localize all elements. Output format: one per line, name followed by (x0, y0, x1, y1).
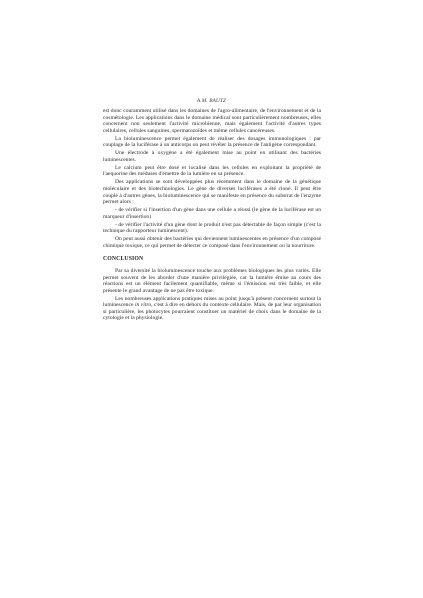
body-text (103, 108, 321, 323)
section-heading: CONCLUSION (103, 256, 144, 263)
paragraph: est donc couramment utilisé dans les domaines de l'agro-alimentaire, de l'environnement et de la cosmétologie. Les applications dans le domaine médical sont particulièrement nombreuses, elles concernent non seulement l'activité microbienne, mais également l'activité d'autres types cellulaires, cellules sanguines, spermatozoïdes et même cellules cancéreuses. (103, 108, 321, 134)
list-item: - de vérifier si l'insertion d'un gène dans une cellule a réussi (le gène de la luciférase est un marqueur d'insertion) (103, 207, 321, 220)
text-run: Les nombreuses applications pratiques mises au point jusqu'à présent concernent surtout la luminescence (103, 295, 321, 309)
text-run: , c'est à dire en dehors du contexte cellulaire. Mais, de par leur organisation si particulière, les photocytes pourraient constituer un matériel de choix dans le domaine de la cytologie et la physiologie. (103, 302, 321, 322)
list-item: - de vérifier l'activité d'un gène dont le produit n'est pas détectable de façon simple (c'est la technique du rapporteur luminescent). (103, 221, 321, 235)
running-header: A.M. BAUTZ (196, 98, 227, 104)
italic-term: in vitro (134, 302, 152, 309)
paragraph: La bioluminescence permet également de réaliser des dosages immunologiques : par couplage de la luciférase à un anticorps on peut révéler la présence de l'antigène correspondant. (103, 135, 321, 149)
paragraph (103, 296, 321, 322)
paragraph: Par sa diversité la bioluminescence touche aux problèmes biologiques les plus variés. Elle permet souvent de les aborder d'une manière privilégiée, car la lumière émise au cours des réactions est un élément facilement quantifiable, même si l'émission est très faible, et elle présente le grand avantage de ne pas être toxique. (103, 267, 321, 294)
paragraph: Une électrode à oxygène a été également mise au point en utilisant des bactéries luminescentes. (103, 150, 321, 163)
paragraph: Des applications se sont développées plus récemment dans le domaine de la génétique moléculaire et des biotechnologies. Le gène de diverses luciférases a été cloné. Il peut être couplé à d'autres gènes, la bioluminescence qui se manifeste en présence du substrat de l'enzyme permet alors : (103, 179, 321, 206)
paragraph: Le calcium peut être dosé et localisé dans les cellules en exploitant la propriété de l'aequorine des méduses d'émettre de la lumière en sa présence. (103, 164, 321, 178)
paragraph: On peut aussi obtenir des bactéries qui deviennent luminescentes en présence d'un composé chimique toxique, ce qui permet de détecter ce composé dans l'environnement ou la nourriture. (103, 236, 321, 249)
